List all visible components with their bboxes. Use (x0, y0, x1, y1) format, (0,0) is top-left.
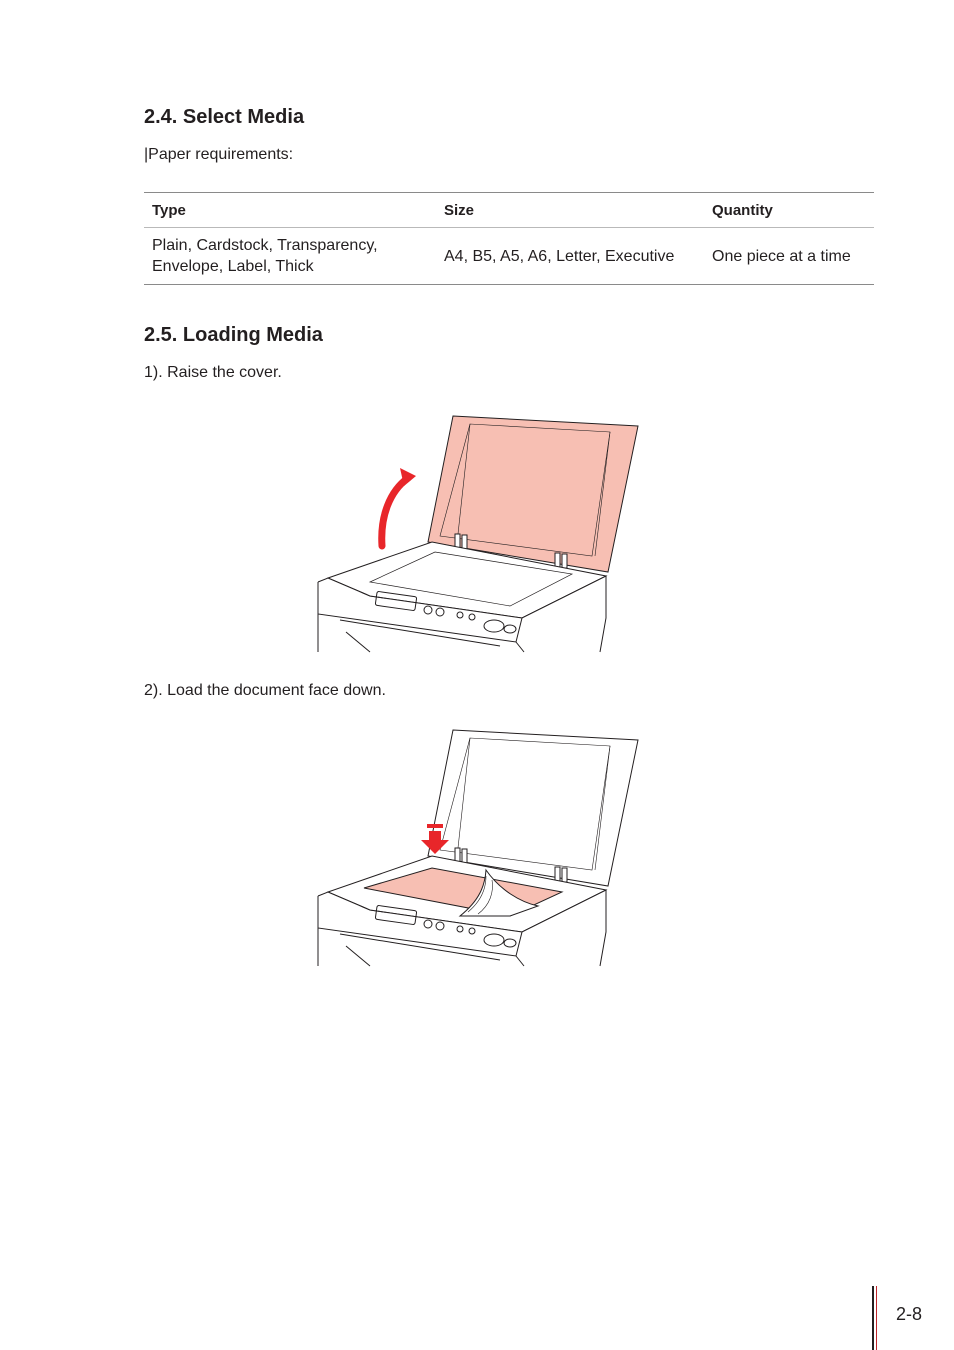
column-header-quantity: Quantity (704, 193, 874, 228)
section-title-select-media: 2.4. Select Media (144, 106, 305, 128)
cell-type (144, 228, 436, 285)
page-number: 2-8 (896, 1304, 923, 1324)
cell-type-line2: Envelope, Label, Thick (152, 258, 314, 275)
cell-size: A4, B5, A5, A6, Letter, Executive (436, 228, 704, 285)
column-header-size: Size (436, 193, 704, 228)
footer-rule (872, 1286, 874, 1350)
scanner-load-document-illustration (310, 720, 650, 968)
section-title-loading-media: 2.5. Loading Media (144, 324, 323, 346)
media-requirements-table (144, 192, 874, 285)
cell-type-line1: Plain, Cardstock, Transparency, (152, 237, 378, 254)
step-1-text: 1). Raise the cover. (144, 364, 282, 381)
footer-accent-rule (876, 1286, 877, 1350)
table-row (144, 228, 874, 285)
table-header-row (144, 193, 874, 228)
column-header-type: Type (144, 193, 436, 228)
scanner-cover-raised-illustration (310, 406, 650, 654)
paper-requirements-label: |Paper requirements: (144, 146, 294, 163)
cell-quantity: One piece at a time (704, 228, 874, 285)
step-2-text: 2). Load the document face down. (144, 682, 386, 699)
